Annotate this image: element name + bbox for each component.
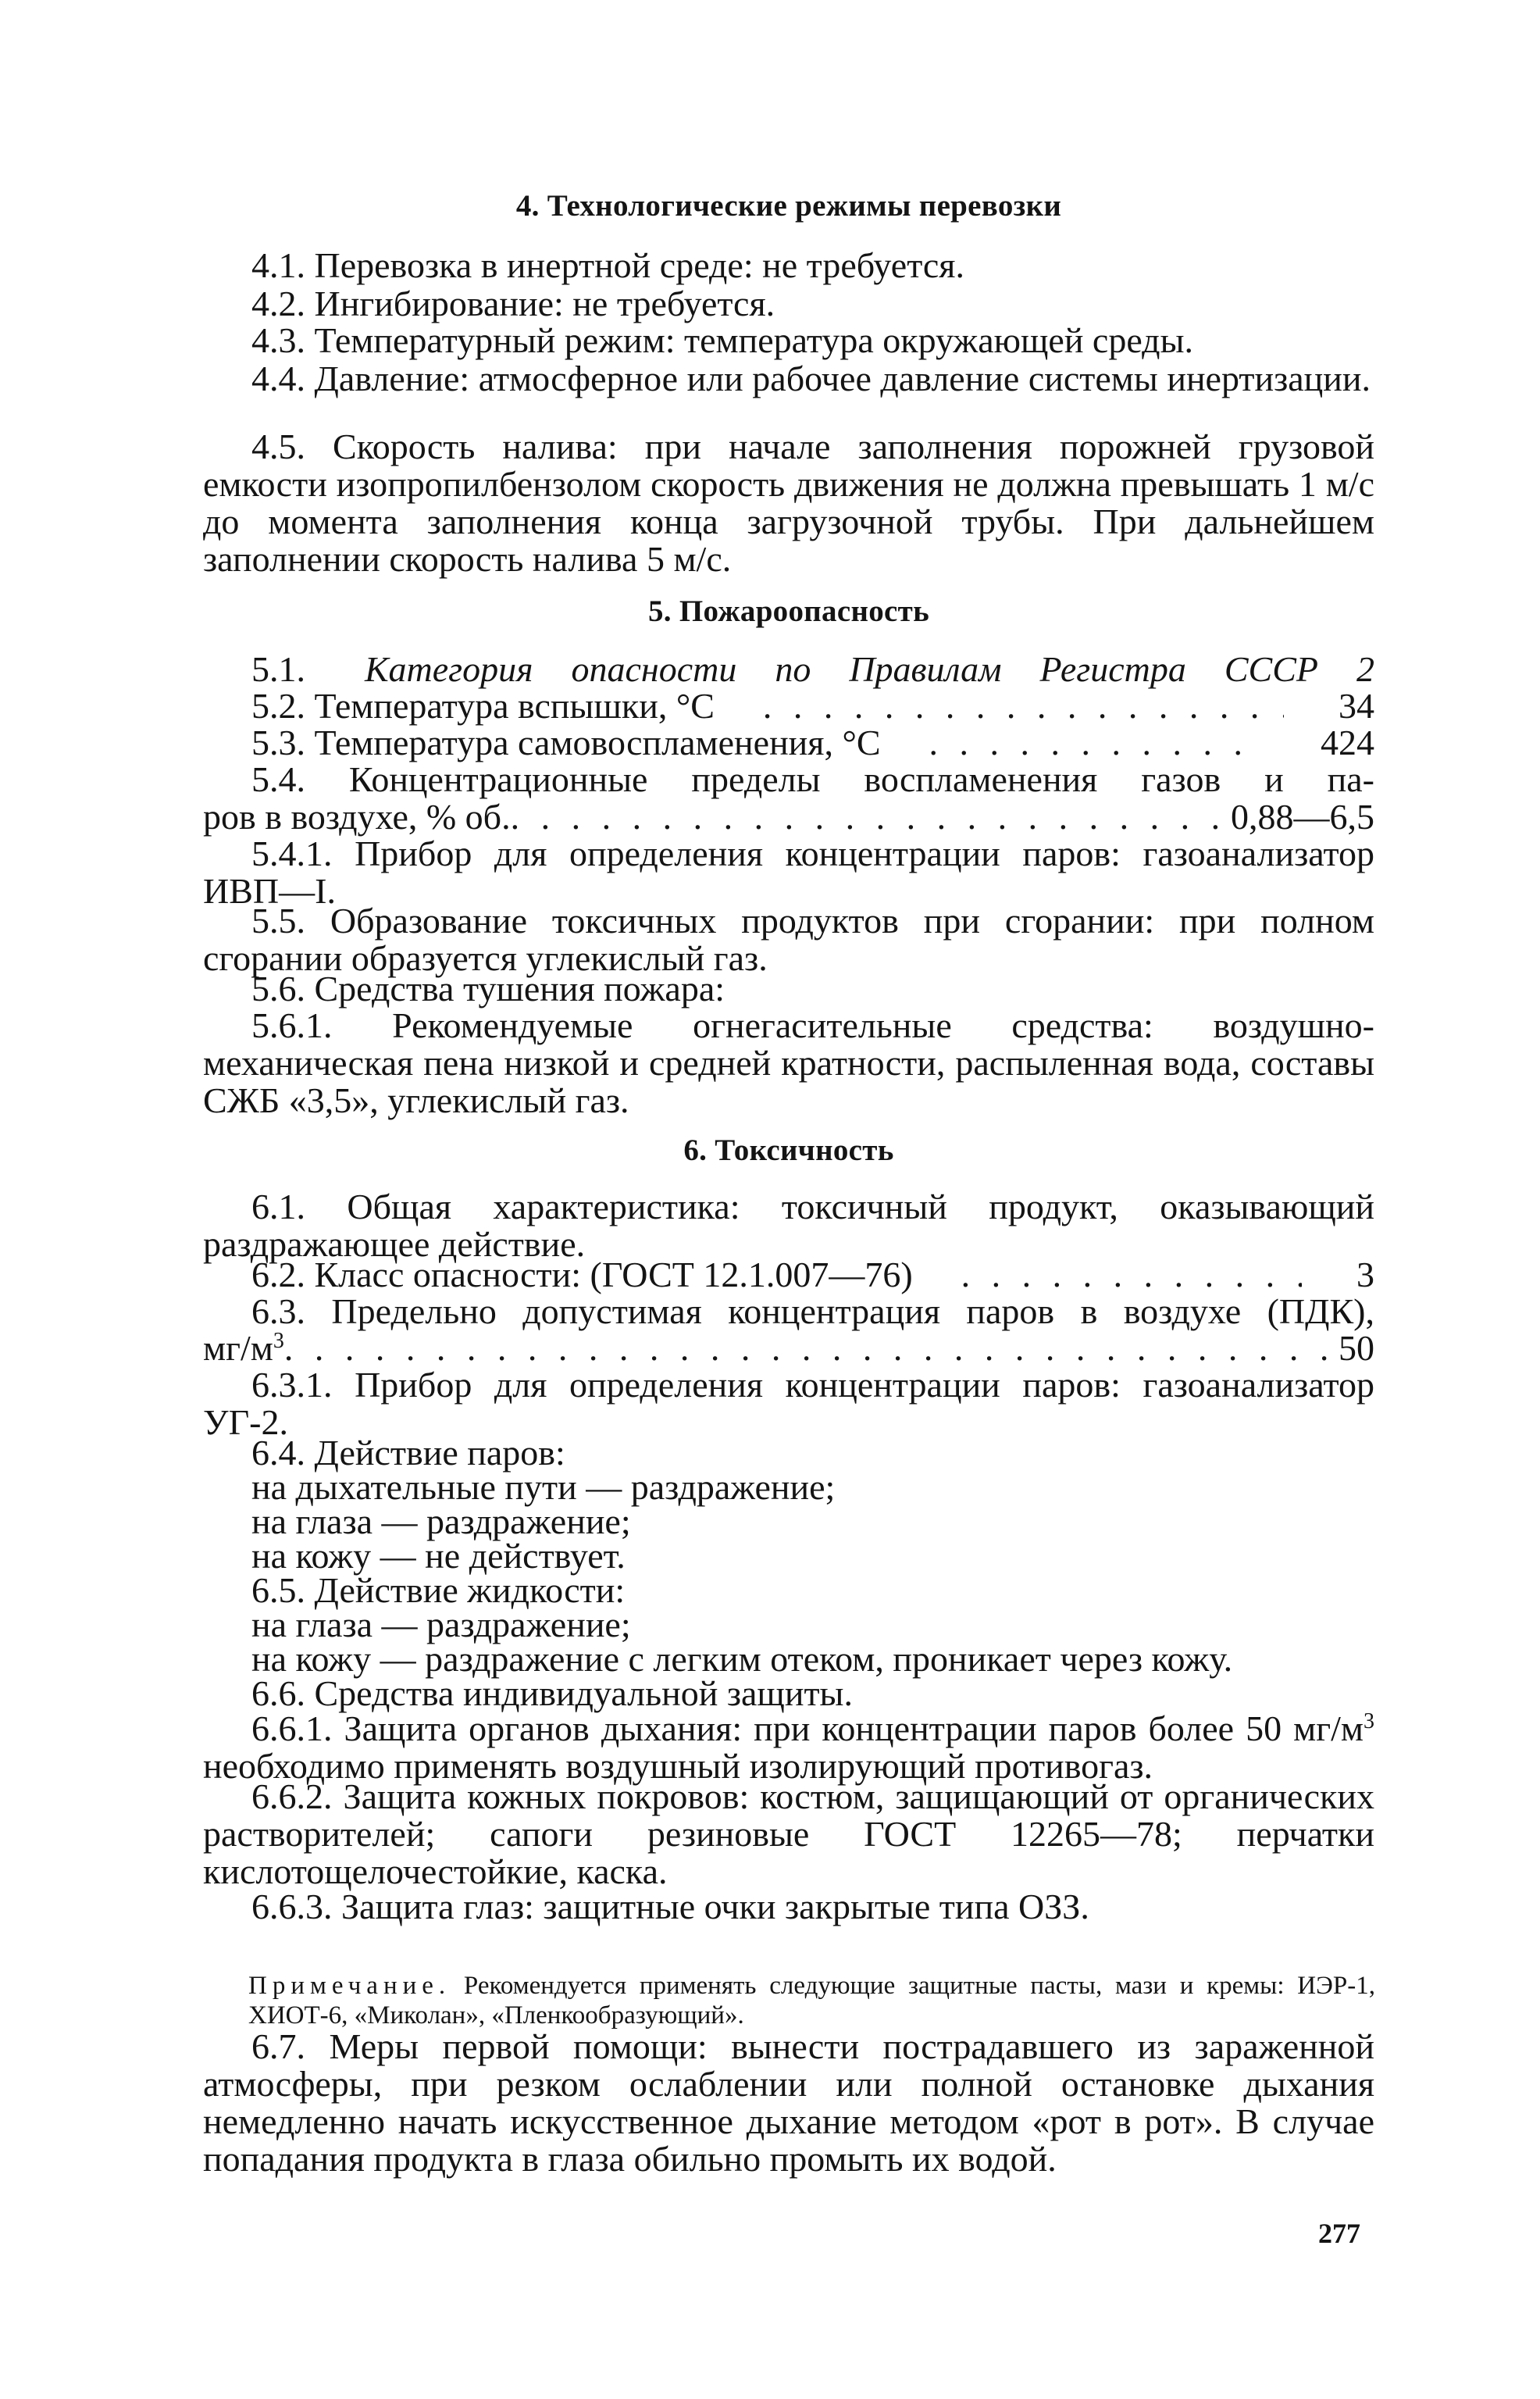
paragraph-6-5: 6.5. Действие жидкости: [251, 1570, 626, 1610]
autoignition-value: 424 [1321, 723, 1374, 762]
paragraph-6-4: 6.4. Действие паров: [251, 1433, 565, 1473]
paragraph-6-4-a: на дыхательные пути — раздражение; [251, 1467, 836, 1507]
hazard-class-label: 6.2. Класс опасности: (ГОСТ 12.1.007—76) [251, 1255, 913, 1294]
mac-unit: $мг/м^3$ [203, 1328, 284, 1368]
paragraph-6-3-1: 6.3.1. Прибор для определения концентрации паров: газоанализатор УГ-2. [203, 1365, 1374, 1442]
paragraph-6-6: 6.6. Средства индивидуальной защиты. [251, 1673, 853, 1713]
paragraph-6-6-1: 6.6.1. Защита органов дыхания: при концентрации паров более 50 $мг/м^3$ необходимо применять воздушный изолирующий противогаз. [203, 1708, 1374, 1786]
paragraph-5-1-number: 5.1. [251, 649, 305, 689]
page-number: 277 [1318, 2218, 1360, 2249]
paragraph-6-3-line1: 6.3. Предельно допустимая концентрация паров в воздухе (ПДК), [251, 1291, 1374, 1331]
paragraph-5-2 [203, 687, 1374, 725]
paragraph-5-3 [203, 724, 1374, 762]
section-4-heading: 4. Технологические режимы перевозки [515, 189, 1062, 223]
autoignition-label: 5.3. Температура самовоспламенения, °С [251, 723, 881, 762]
paragraph-6-5-a: на глаза — раздражение; [251, 1605, 631, 1644]
flash-point-label: 5.2. Температура вспышки, °С [251, 686, 715, 726]
paragraph-6-4-b: на глаза — раздражение; [251, 1501, 631, 1541]
paragraph-5-4-line1: 5.4. Концентрационные пределы воспламенения газов и па- [251, 759, 1374, 799]
flash-point-value: 34 [1339, 686, 1374, 726]
note [248, 1971, 1375, 2030]
paragraph-6-2 [203, 1256, 1374, 1294]
paragraph-4-1: 4.1. Перевозка в инертной среде: не требуется. [251, 245, 964, 285]
note-label: Примечание. [248, 1972, 451, 2000]
paragraph-6-4-c: на кожу — не действует. [251, 1536, 626, 1576]
paragraph-6-6-2: 6.6.2. Защита кожных покровов: костюм, защищающий от органических растворителей; сапоги резиновые ГОСТ 12265—78; перчатки кислотощелочестойкие, каска. [203, 1776, 1374, 1891]
paragraph-5-4-1: 5.4.1. Прибор для определения концентрации паров: газоанализатор ИВП—I. [203, 834, 1374, 911]
paragraph-6-6-3: 6.6.3. Защита глаз: защитные очки закрытые типа ОЗЗ. [251, 1887, 1089, 1926]
paragraph-6-3-line2 [203, 1330, 1374, 1367]
section-5-heading: 5. Пожароопасность [647, 594, 930, 628]
section-6-heading: 6. Токсичность [683, 1133, 894, 1167]
flammability-limits-label: ров в воздухе, % об. [203, 797, 511, 837]
paragraph-5-5: 5.5. Образование токсичных продуктов при сгорании: при полном сгорании образуется углекислый газ. [203, 901, 1374, 978]
paragraph-4-2: 4.2. Ингибирование: не требуется. [251, 284, 775, 323]
hazard-class-value: 3 [1356, 1255, 1374, 1294]
mac-value: 50 [1339, 1328, 1374, 1368]
paragraph-5-1 [203, 651, 1374, 688]
paragraph-4-5: 4.5. Скорость налива: при начале заполнения порожней грузовой емкости изопропилбензолом скорость движения не должна превышать 1 м/с до момента заполнения конца загрузочной трубы. При дальнейшем заполнении скорость налива 5 м/с. [203, 427, 1374, 579]
paragraph-5-1-text: Категория опасности по Правилам Регистра СССР 2 [365, 649, 1374, 689]
paragraph-4-4: 4.4. Давление: атмосферное или рабочее давление системы инертизации. [251, 359, 1371, 398]
paragraph-5-6: 5.6. Средства тушения пожара: [251, 969, 725, 1009]
flammability-limits-value: 0,88—6,5 [1231, 797, 1374, 837]
paragraph-6-7: 6.7. Меры первой помощи: вынести пострадавшего из зараженной атмосферы, при резком ослаблении или полной остановке дыхания немедленно начать искусственное дыхание методом «рот в рот». В случае попадания продукта в глаза обильно промыть их водой. [203, 2026, 1374, 2179]
paragraph-4-3: 4.3. Температурный режим: температура окружающей среды. [251, 320, 1193, 360]
paragraph-5-6-1: 5.6.1. Рекомендуемые огнегасительные средства: воздушно-механическая пена низкой и средней кратности, распыленная вода, составы СЖБ «3,5», углекислый газ. [203, 1005, 1374, 1120]
paragraph-6-1: 6.1. Общая характеристика: токсичный продукт, оказывающий раздражающее действие. [203, 1187, 1374, 1264]
note-text: Рекомендуется применять следующие защитные пасты, мази и кремы: ИЭР-1, ХИОТ-6, «Миколан», «Пленкообразующий». [248, 1972, 1375, 2030]
paragraph-6-5-b: на кожу — раздражение с легким отеком, проникает через кожу. [251, 1639, 1233, 1679]
paragraph-5-4-line2 [203, 798, 1374, 836]
